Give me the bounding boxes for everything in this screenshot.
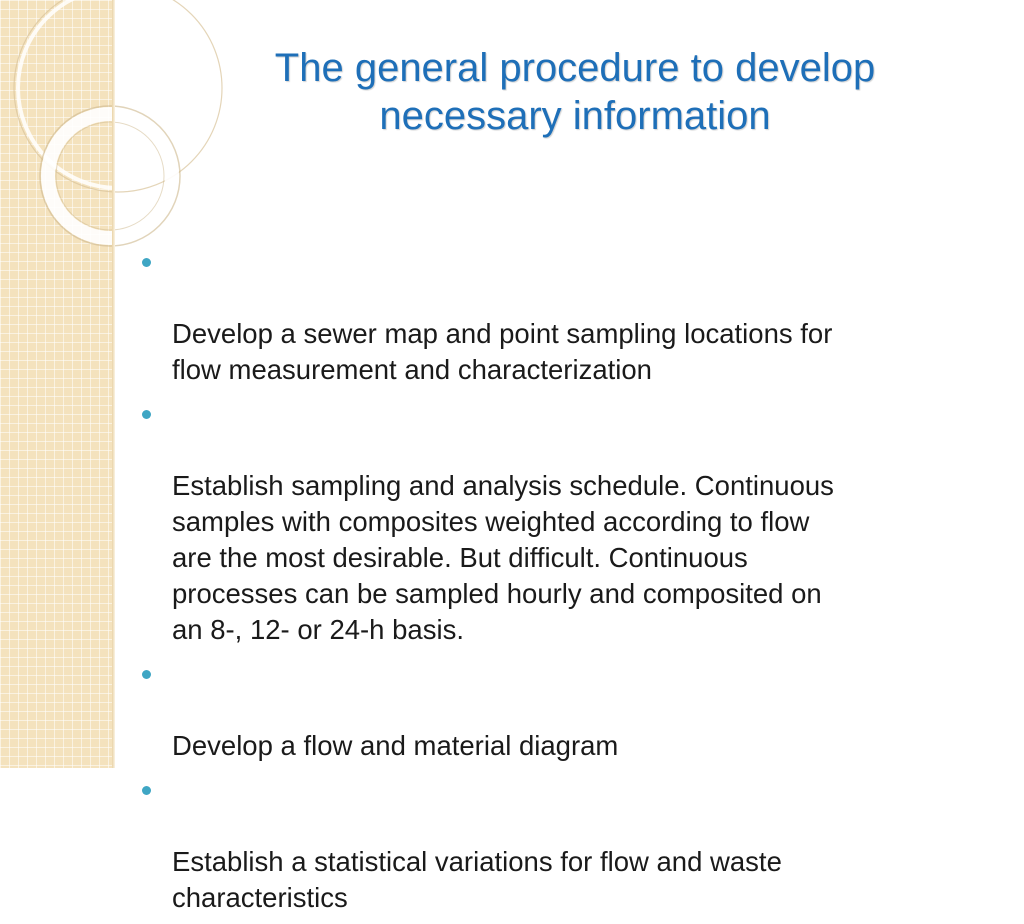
bullet-marker-icon	[142, 258, 151, 267]
bullet-marker-icon	[142, 786, 151, 795]
bullet-list	[140, 244, 1000, 924]
bullet-text: Develop a flow and material diagram	[172, 730, 619, 761]
panel-divider	[112, 0, 115, 768]
bullet-item	[140, 656, 1000, 764]
slide-title: The general procedure to develop necessary information	[274, 46, 876, 138]
bullet-marker-icon	[142, 670, 151, 679]
bullet-text: Develop a sewer map and point sampling locations for flow measurement and characterization	[172, 318, 833, 385]
bullet-item	[140, 244, 1000, 388]
bullet-item	[140, 396, 1000, 648]
bullet-text: Establish a statistical variations for flow and waste characteristics	[172, 846, 782, 913]
bullet-text: Establish sampling and analysis schedule. Continuous samples with composites weighted according to flow are the most desirable. But difficult. Continuous processes can be sampled hourly and composited on an 8-, 12- or 24-h basis.	[172, 470, 834, 645]
decorative-rings	[0, 0, 112, 768]
bullet-marker-icon	[142, 410, 151, 419]
decorative-side-panel	[0, 0, 112, 768]
bullet-item	[140, 772, 1000, 916]
